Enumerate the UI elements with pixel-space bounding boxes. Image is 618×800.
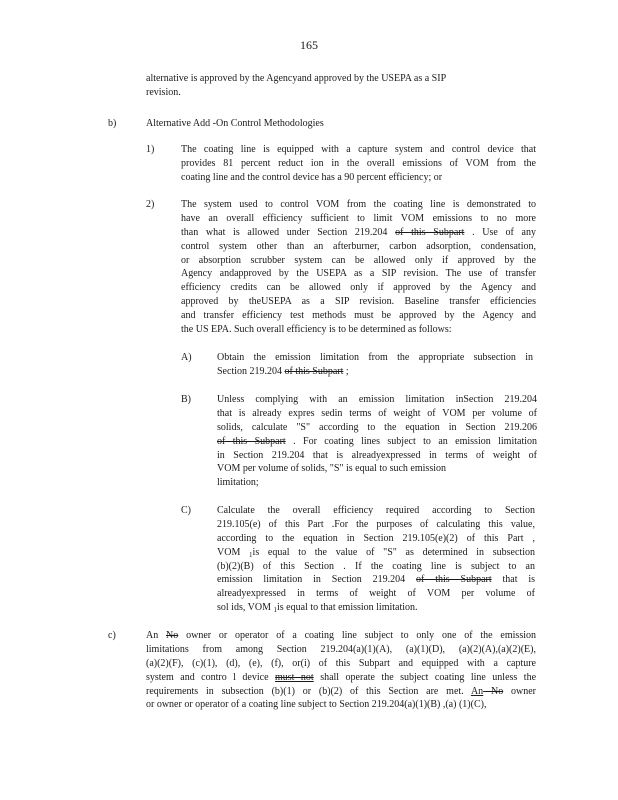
subitem-c-line: sol ids, VOM $_1$is equal to that emission limitation. bbox=[217, 602, 418, 615]
item-2-line: or absorption scrubber system can be allowed only if approved by the bbox=[181, 254, 536, 266]
section-c-line: An No owner or operator of a coating line subject to only one of the emission bbox=[146, 630, 536, 641]
item-2-text bbox=[181, 198, 536, 337]
subitem-a-label: A) bbox=[181, 352, 192, 363]
subitem-b-line: Unless complying with an emission limitation inSection 219.204 bbox=[217, 394, 537, 405]
section-c-line: system and contro l device must not shall operate the subject coating line unless the bbox=[146, 671, 537, 683]
item-2-label: 2) bbox=[146, 199, 155, 210]
inserted-text: An bbox=[470, 685, 484, 697]
item-2-line: approved by theUSEPA as a SIP revision. Baseline transfer efficiencies bbox=[181, 296, 536, 308]
subitem-a-text bbox=[217, 351, 533, 379]
strikethrough-text: of this Subpart bbox=[217, 435, 286, 447]
item-2-line: have an overall efficiency sufficient to limit VOM emissions to no more bbox=[181, 212, 536, 224]
item-2-line: and transfer efficiency test methods must be approved by the Agency and bbox=[181, 310, 536, 322]
strikethrough-text: No bbox=[483, 685, 504, 697]
page-number: 165 bbox=[300, 38, 318, 52]
section-c-line: or owner or operator of a coating line subject to Section 219.204(a)(1)(B) ,(a) (1)(C), bbox=[146, 699, 487, 711]
item-1-text bbox=[181, 143, 536, 185]
subitem-c-line: 219.105(e) of this Part .For the purposes of calculating this value, bbox=[217, 518, 535, 530]
subitem-b-line: that is already expres sedin terms of weight of VOM per volume of bbox=[217, 407, 537, 419]
subitem-c-line: emission limitation in Section 219.204 of this Subpart that is bbox=[217, 574, 536, 586]
item-2-line: efficiency credits can be allowed only if approved by the Agency and bbox=[181, 282, 536, 294]
item-2-line: control system other than an afterburner, carbon adsorption, condensation, bbox=[181, 240, 536, 252]
subitem-c-label: C) bbox=[181, 505, 191, 516]
item-1-line: provides 81 percent reduct ion in the overall emissions of VOM from the bbox=[181, 157, 536, 169]
item-2-line: than what is allowed under Section 219.204 of this Subpart . Use of any bbox=[181, 226, 536, 238]
item-2-line: the US EPA. Such overall efficiency is to be determined as follows: bbox=[181, 324, 452, 336]
strikethrough-text: of this Subpart bbox=[416, 574, 492, 586]
subitem-c-line: VOM $_1$is equal to the value of "S" as determined in subsection bbox=[217, 546, 535, 559]
subitem-b-line: limitation; bbox=[217, 477, 259, 489]
item-2-line: Agency andapproved by the USEPA as a SIP revision. The use of transfer bbox=[181, 268, 536, 280]
subitem-b-line: VOM per volume of solids, "S" is equal to such emission bbox=[217, 463, 446, 475]
subitem-a-line: Section 219.204 of this Subpart ; bbox=[217, 365, 349, 377]
subitem-a-line: Obtain the emission limitation from the appropriate subsection in bbox=[217, 352, 533, 363]
section-b-title: Alternative Add -On Control Methodologies bbox=[146, 118, 324, 129]
strikethrough-text: No bbox=[166, 630, 179, 641]
section-c-line: (a)(2)(F), (c)(1), (d), (e), (f), or(i) of this Subpart and equipped with a capture bbox=[146, 657, 536, 669]
strikethrough-text: of this Subpart bbox=[395, 226, 465, 238]
section-c-label: c) bbox=[108, 630, 116, 641]
subitem-b-line: in Section 219.204 that is alreadyexpressed in terms of weight of bbox=[217, 449, 537, 461]
inserted-text: must not bbox=[275, 671, 314, 683]
item-2-line: The system used to control VOM from the coating line is demonstrated to bbox=[181, 199, 536, 210]
intro-line: alternative is approved by the Agencyand approved by the USEPA as a SIP bbox=[146, 73, 447, 84]
subitem-c-line: alreadyexpressed in terms of weight of VOM per volume of bbox=[217, 588, 535, 600]
item-1-line: coating line and the control device has a 90 percent efficiency; or bbox=[181, 171, 443, 183]
section-b-label: b) bbox=[108, 118, 117, 129]
section-c-text bbox=[146, 629, 536, 712]
subitem-c-text bbox=[217, 504, 535, 615]
subitem-b-line: of this Subpart . For coating lines subject to an emission limitation bbox=[217, 435, 538, 447]
subitem-b-text bbox=[217, 393, 537, 490]
subitem-c-line: Calculate the overall efficiency required according to Section bbox=[217, 505, 535, 516]
strikethrough-text: of this Subpart bbox=[284, 365, 344, 377]
subitem-c-line: according to the equation in Section 219.105(e)(2) of this Part , bbox=[217, 532, 535, 544]
section-c-line: requirements in subsection (b)(1) or (b)(2) of this Section are met. An No owner bbox=[146, 685, 536, 697]
section-c-line: limitations from among Section 219.204(a)(1)(A), (a)(1)(D), (a)(2)(A),(a)(2)(E), bbox=[146, 643, 536, 655]
subitem-c-line: (b)(2)(B) of this Section . If the coating line is subject to an bbox=[217, 560, 535, 572]
item-1-label: 1) bbox=[146, 144, 155, 155]
intro-line: revision. bbox=[146, 86, 181, 98]
intro-paragraph bbox=[146, 72, 536, 100]
subitem-b-line: solids, calculate "S" according to the equation in Section 219.206 bbox=[217, 421, 537, 433]
item-1-line: The coating line is equipped with a capture system and control device that bbox=[181, 144, 536, 155]
subitem-b-label: B) bbox=[181, 394, 191, 405]
